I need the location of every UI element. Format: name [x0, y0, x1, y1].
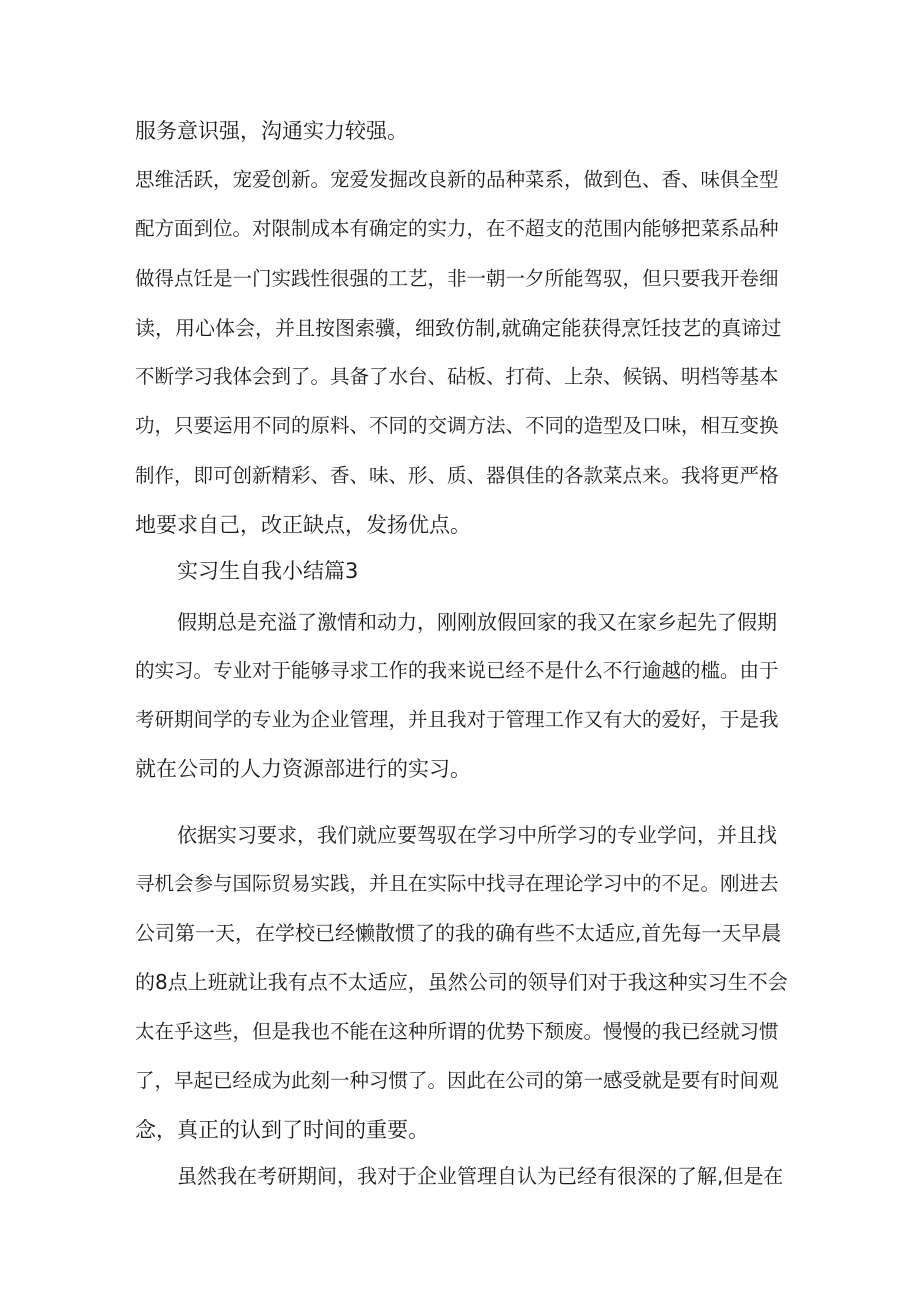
text-line: 制作，即可创新精彩、香、味、形、质、器俱佳的各款菜点来。我将更严格	[135, 464, 779, 487]
text-line: 思维活跃，宠爱创新。宠爱发掘改良新的品种菜系，做到色、香、味俱全型	[135, 168, 779, 191]
text-line: 念，真正的认到了时间的重要。	[135, 1118, 429, 1142]
text-line: 不断学习我体会到了。具备了水台、砧板、打荷、上杂、候锅、明档等基本	[135, 365, 779, 388]
text-line: 的实习。专业对于能够寻求工作的我来说已经不是什么不行逾越的槛。由于	[135, 659, 779, 682]
section-heading: 实习生自我小结篇3	[177, 559, 359, 583]
text-line: 太在乎这些，但是我也不能在这种所谓的优势下颓废。慢慢的我已经就习惯	[135, 1020, 779, 1043]
text-line: 虽然我在考研期间，我对于企业管理自认为已经有很深的了解,但是在	[177, 1164, 784, 1188]
text-line: 公司第一天，在学校已经懒散惯了的我的确有些不太适应,首先每一天早晨	[135, 921, 782, 945]
text-line: 读，用心体会，并且按图索骥，细致仿制,就确定能获得烹饪技艺的真谛过	[135, 316, 782, 340]
text-line: 地要求自己，改正缺点，发扬优点。	[135, 513, 471, 537]
text-line: 服务意识强，沟通实力较强。	[135, 119, 408, 143]
text-line: 功，只要运用不同的原料、不同的交调方法、不同的造型及口味，相互变换	[135, 414, 779, 437]
text-line: 了，早起已经成为此刻一种习惯了。因此在公司的第一感受就是要有时间观	[135, 1069, 779, 1092]
text-line: 考研期间学的专业为企业管理，并且我对于管理工作又有大的爱好，于是我	[135, 708, 779, 731]
text-line: 的8点上班就让我有点不太适应，虽然公司的领导们对于我这种实习生不会	[135, 970, 788, 994]
text-line: 寻机会参与国际贸易实践，并且在实际中找寻在理论学习中的不足。刚进去	[135, 872, 779, 895]
text-line: 配方面到位。对限制成本有确定的实力，在不超支的范围内能够把菜系品种	[135, 217, 779, 240]
text-line: 假期总是充溢了激情和动力，刚刚放假回家的我又在家乡起先了假期	[177, 610, 777, 634]
text-line: 依据实习要求，我们就应要驾驭在学习中所学习的专业学问，并且找	[177, 823, 777, 847]
text-line: 做得点饪是一门实践性很强的工艺，非一朝一夕所能驾驭，但只要我开卷细	[135, 267, 779, 290]
text-line: 就在公司的人力资源部进行的实习。	[135, 757, 471, 781]
